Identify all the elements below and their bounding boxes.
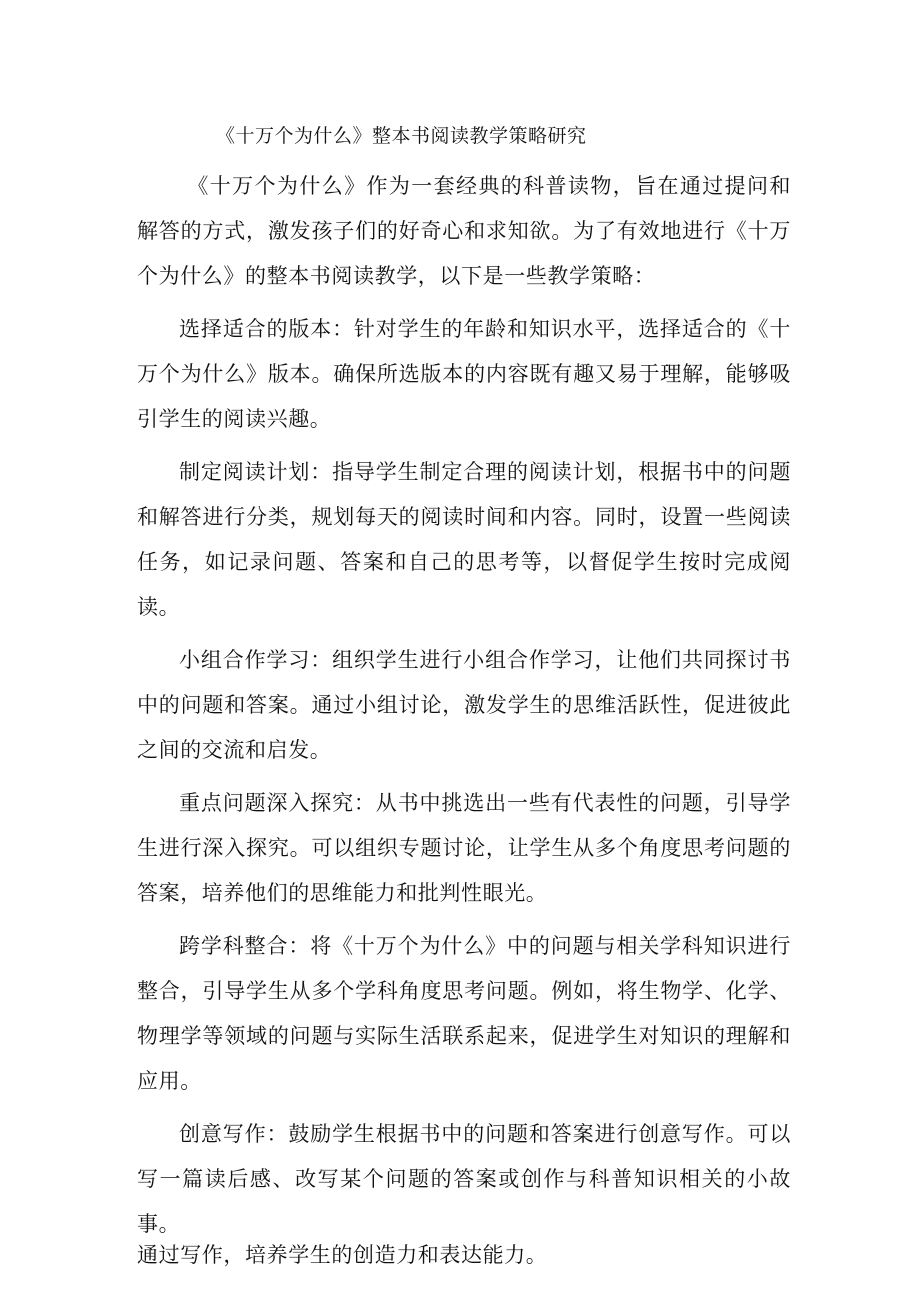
paragraph-choose-edition: 选择适合的版本：针对学生的年龄和知识水平，选择适合的《十万个为什么》版本。确保所选版本的内容既有趣又易于理解，能够吸引学生的阅读兴趣。 [137, 317, 791, 431]
paragraph-key-questions: 重点问题深入探究：从书中挑选出一些有代表性的问题，引导学生进行深入探究。可以组织专题讨论，让学生从多个角度思考问题的答案，培养他们的思维能力和批判性眼光。 [137, 791, 791, 905]
paragraph-reading-plan: 制定阅读计划：指导学生制定合理的阅读计划，根据书中的问题和解答进行分类，规划每天的阅读时间和内容。同时，设置一些阅读任务，如记录问题、答案和自己的思考等，以督促学生按时完成阅读。 [137, 460, 791, 619]
document-body [137, 164, 791, 1269]
paragraph-group-learning: 小组合作学习：组织学生进行小组合作学习，让他们共同探讨书中的问题和答案。通过小组讨论，激发学生的思维活跃性，促进彼此之间的交流和启发。 [137, 648, 791, 762]
paragraph-tail-line: 通过写作，培养学生的创造力和表达能力。 [137, 1243, 548, 1267]
paragraph-creative-writing: 创意写作：鼓励学生根据书中的问题和答案进行创意写作。可以写一篇读后感、改写某个问题的答案或创作与科普知识相关的小故事。 [137, 1122, 791, 1236]
paragraph-interdisciplinary: 跨学科整合：将《十万个为什么》中的问题与相关学科知识进行整合，引导学生从多个学科角度思考问题。例如，将生物学、化学、物理学等领域的问题与实际生活联系起来，促进学生对知识的理解和应用。 [137, 934, 791, 1093]
paragraph-intro: 《十万个为什么》作为一套经典的科普读物，旨在通过提问和解答的方式，激发孩子们的好奇心和求知欲。为了有效地进行《十万个为什么》的整本书阅读教学，以下是一些教学策略： [137, 174, 791, 288]
document-title: 《十万个为什么》整本书阅读教学策略研究 [216, 125, 587, 147]
